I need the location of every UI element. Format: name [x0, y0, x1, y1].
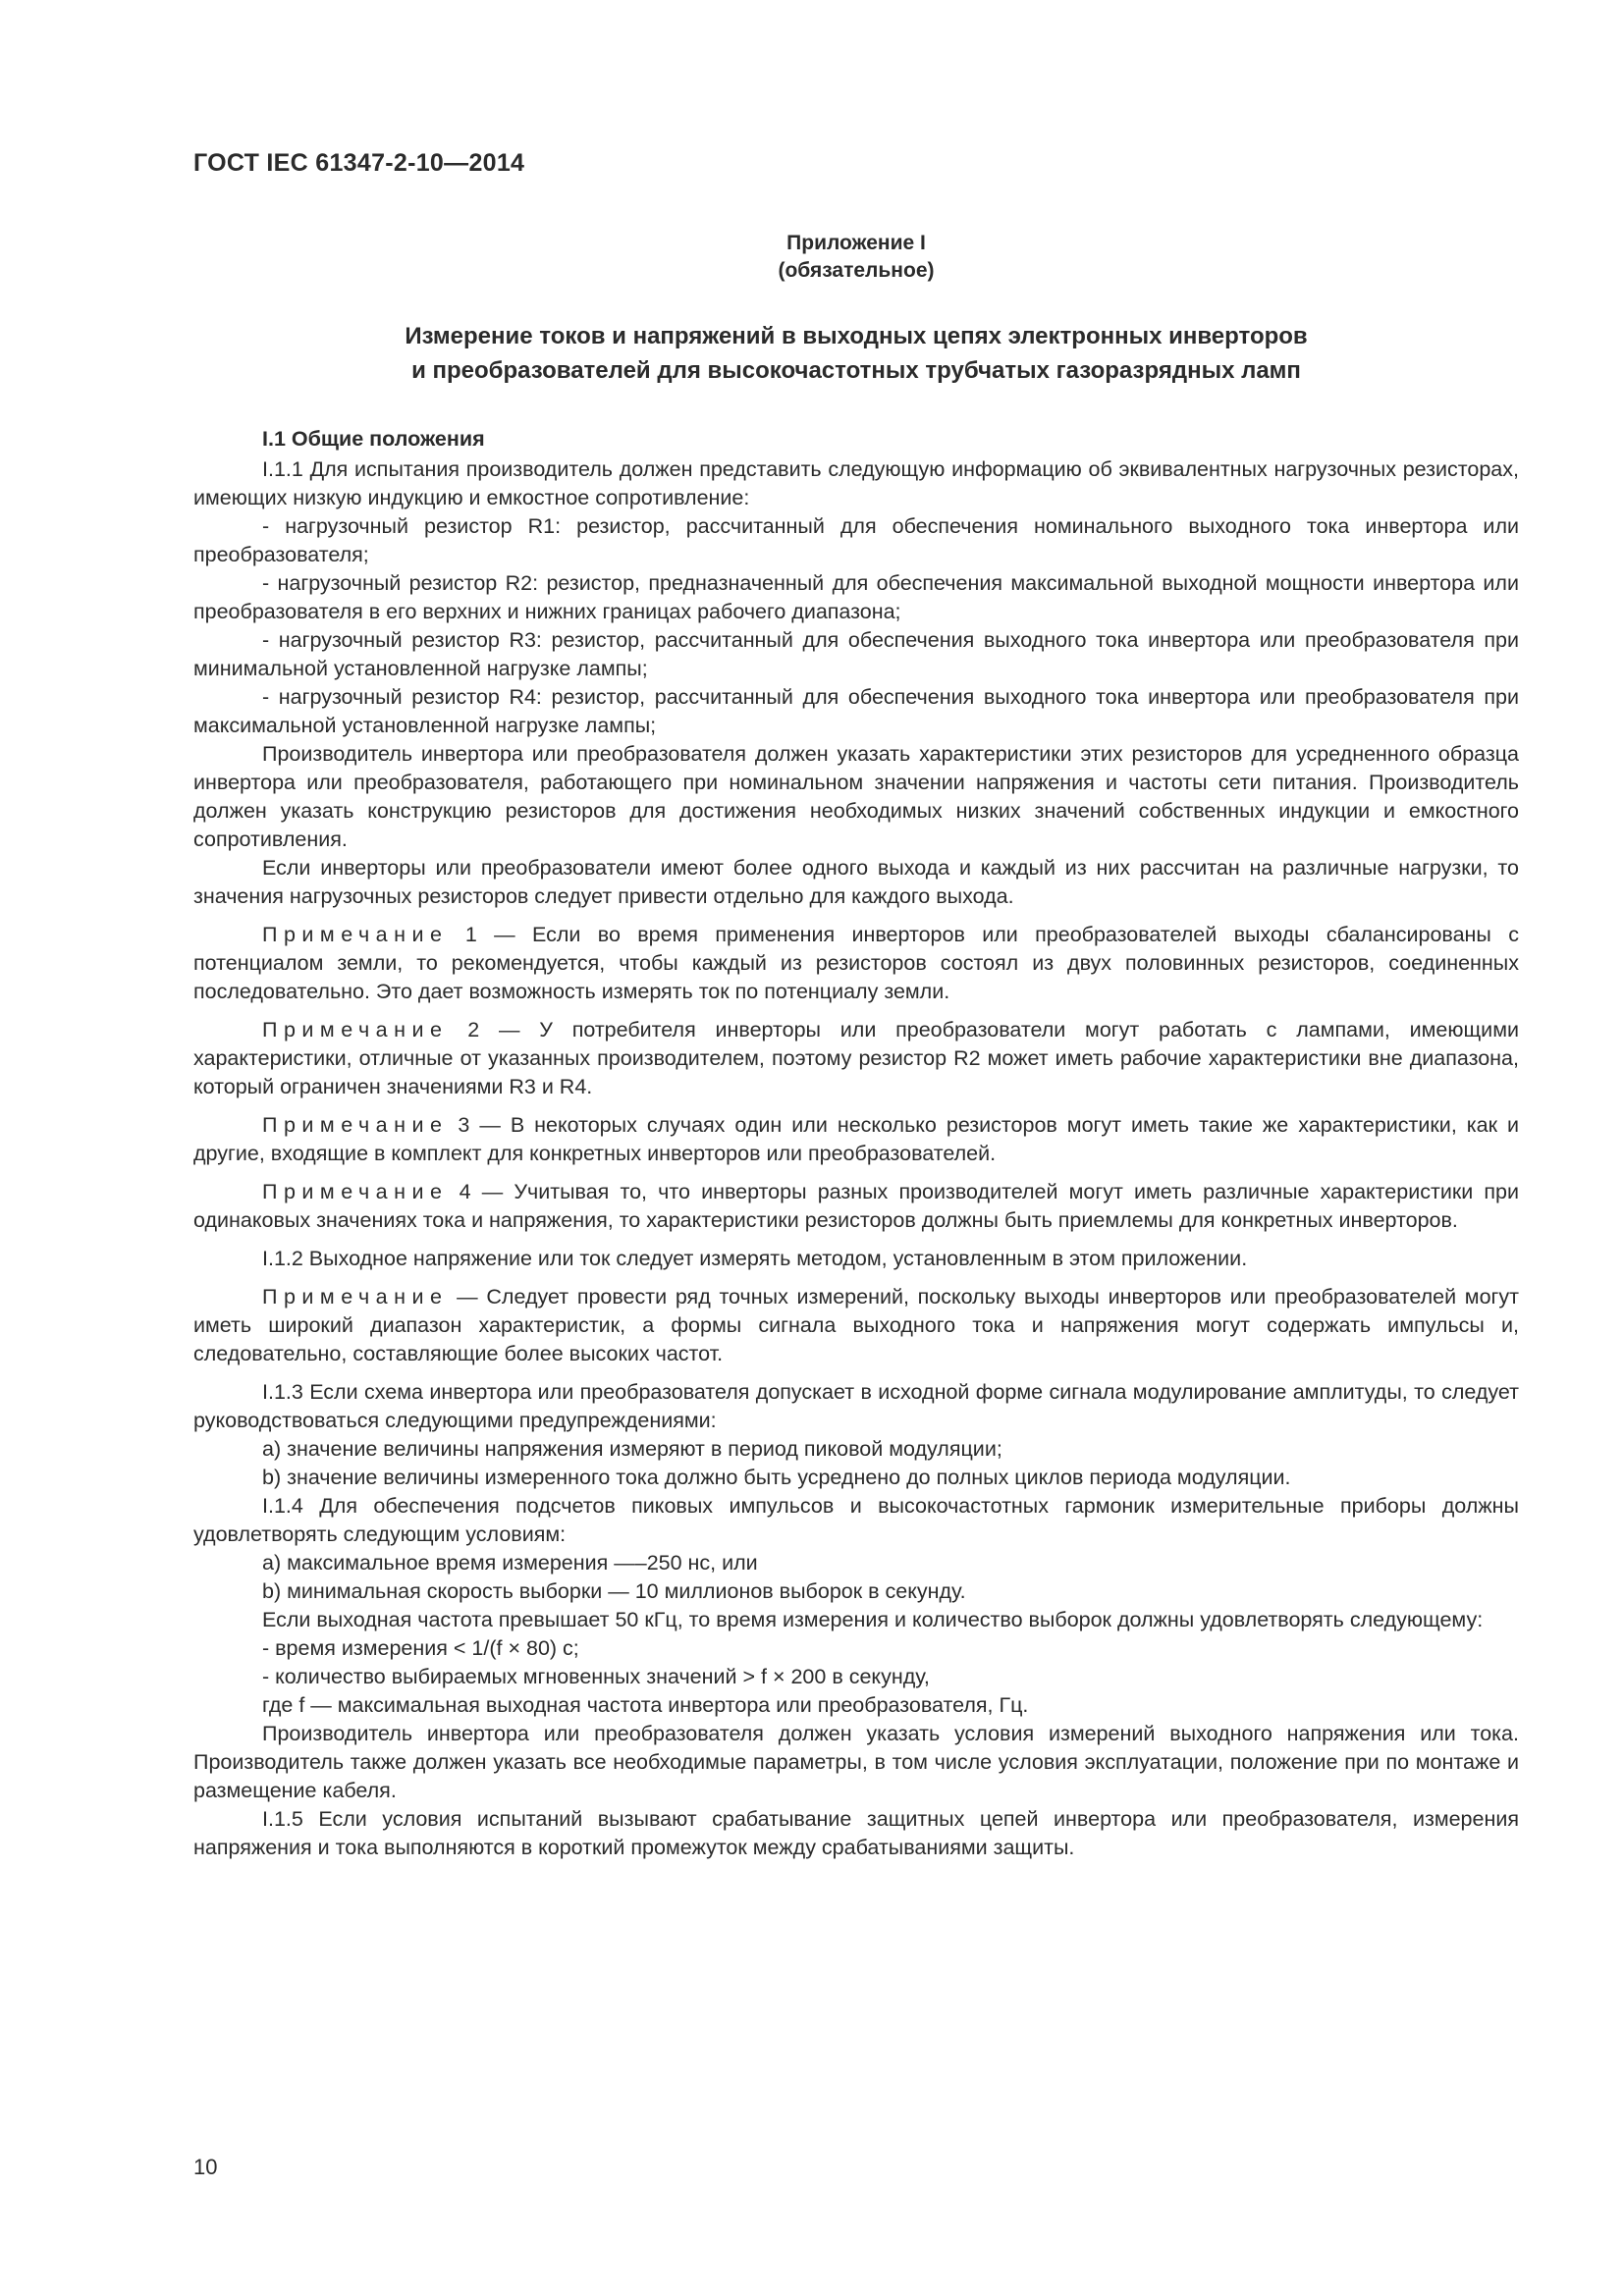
note-4-text: 4 — Учитывая то, что инверторы разных производителей могут иметь различные характеристики при одинаковых значениях тока и напряжения, то характеристики резисторов должны быть приемлемы для конкретных инверторов. — [193, 1180, 1519, 1232]
document-id: ГОСТ IEC 61347-2-10—2014 — [193, 149, 525, 177]
resistor-r2-item: - нагрузочный резистор R2: резистор, предназначенный для обеспечения максимальной выходной мощности инвертора или преобразователя в его верхних и нижних границах рабочего диапазона; — [193, 571, 1519, 623]
clause-1-4-d: - время измерения < 1/(f × 80) с; — [262, 1636, 579, 1660]
note-4 — [193, 1178, 1519, 1235]
note-3-text: 3 — В некоторых случаях один или несколько резисторов могут иметь такие же характеристики, как и другие, входящие в комплект для конкретных инверторов или преобразователей. — [193, 1113, 1519, 1165]
clause-1-4-c: Если выходная частота превышает 50 кГц, то время измерения и количество выборок должны удовлетворять следующему: — [262, 1608, 1484, 1631]
clause-1-4-f: где f — максимальная выходная частота инвертора или преобразователя, Гц. — [262, 1693, 1029, 1717]
outputs-paragraph: Если инверторы или преобразователи имеют более одного выхода и каждый из них рассчитан на различные нагрузки, то значения нагрузочных резисторов следует привести отдельно для каждого выхода. — [193, 856, 1519, 908]
note-label: Примечание — [262, 923, 449, 946]
note-label: Примечание — [262, 1113, 449, 1137]
note-5 — [193, 1283, 1519, 1368]
clause-1-5: I.1.5 Если условия испытаний вызывают срабатывание защитных цепей инвертора или преобразователя, измерения напряжения и тока выполняются в короткий промежуток между срабатываниями защиты. — [193, 1807, 1519, 1859]
clause-1-4-g: Производитель инвертора или преобразователя должен указать условия измерений выходного напряжения или тока. Производитель также должен указать все необходимые параметры, в том числе условия эксплуатации, положение при по монтаже и размещение кабеля. — [193, 1722, 1519, 1802]
note-2-text: 2 — У потребителя инверторы или преобразователи могут работать с лампами, имеющими характеристики, отличные от указанных производителем, поэтому резистор R2 может иметь рабочие характеристики вне диапазона, который ограничен значениями R3 и R4. — [193, 1018, 1519, 1098]
clause-1-2: I.1.2 Выходное напряжение или ток следует измерять методом, установленным в этом приложении. — [262, 1247, 1248, 1270]
annex-title-line2: и преобразователей для высокочастотных трубчатых газоразрядных ламп — [411, 357, 1301, 384]
clause-1-3: I.1.3 Если схема инвертора или преобразователя допускает в исходной форме сигнала модулирование амплитуды, то следует руководствоваться следующими предупреждениями: — [193, 1380, 1519, 1432]
clause-1-3-b: b) значение величины измеренного тока должно быть усреднено до полных циклов периода модуляции. — [262, 1466, 1291, 1489]
annex-title-line1: Измерение токов и напряжений в выходных цепях электронных инверторов — [405, 323, 1308, 349]
annex-heading — [193, 230, 1519, 285]
resistor-r1-item: - нагрузочный резистор R1: резистор, рассчитанный для обеспечения номинального выходного тока инвертора или преобразователя; — [193, 514, 1519, 566]
clause-1-4-b: b) минимальная скорость выборки — 10 миллионов выборок в секунду. — [262, 1579, 966, 1603]
note-5-text: — Следует провести ряд точных измерений, поскольку выходы инверторов или преобразователей могут иметь широкий диапазон характеристик, а формы сигнала выходного тока и напряжения могут содержать импульсы и, следовательно, составляющие более высоких частот. — [193, 1285, 1519, 1365]
clause-1-4-a: a) максимальное время измерения —–250 нс, или — [262, 1551, 758, 1575]
clause-1-3-a: a) значение величины напряжения измеряют в период пиковой модуляции; — [262, 1437, 1002, 1461]
note-label: Примечание — [262, 1018, 449, 1041]
annex-status: (обязательное) — [778, 259, 935, 282]
clause-1-4-e: - количество выбираемых мгновенных значений > f × 200 в секунду, — [262, 1665, 930, 1688]
annex-title — [193, 319, 1519, 388]
annex-name: Приложение I — [786, 232, 926, 254]
note-label: Примечание — [262, 1285, 449, 1308]
note-2 — [193, 1016, 1519, 1101]
resistor-r3-item: - нагрузочный резистор R3: резистор, рассчитанный для обеспечения выходного тока инвертора или преобразователя при минимальной установленной нагрузке лампы; — [193, 628, 1519, 680]
note-1-text: 1 — Если во время применения инверторов или преобразователей выходы сбалансированы с потенциалом земли, то рекомендуется, чтобы каждый из резисторов состоял из двух половинных резисторов, соединенных последовательно. Это дает возможность измерять ток по потенциалу земли. — [193, 923, 1519, 1003]
document-body — [193, 425, 1519, 1862]
note-1 — [193, 921, 1519, 1006]
note-3 — [193, 1111, 1519, 1168]
resistor-r4-item: - нагрузочный резистор R4: резистор, рассчитанный для обеспечения выходного тока инвертора или преобразователя при максимальной установленной нагрузке лампы; — [193, 685, 1519, 737]
clause-1-4: I.1.4 Для обеспечения подсчетов пиковых импульсов и высокочастотных гармоник измерительные приборы должны удовлетворять следующим условиям: — [193, 1494, 1519, 1546]
section-heading: I.1 Общие положения — [262, 427, 485, 451]
clause-1-1: I.1.1 Для испытания производитель должен представить следующую информацию об эквивалентных нагрузочных резисторах, имеющих низкую индукцию и емкостное сопротивление: — [193, 457, 1519, 509]
note-label: Примечание — [262, 1180, 449, 1203]
page-number: 10 — [193, 2155, 218, 2179]
manufacturer-paragraph: Производитель инвертора или преобразователя должен указать характеристики этих резисторов для усредненного образца инвертора или преобразователя, работающего при номинальном значении напряжения и частоты сети питания. Производитель должен указать конструкцию резисторов для достижения необходимых низких значений собственных индукции и емкостного сопротивления. — [193, 742, 1519, 851]
